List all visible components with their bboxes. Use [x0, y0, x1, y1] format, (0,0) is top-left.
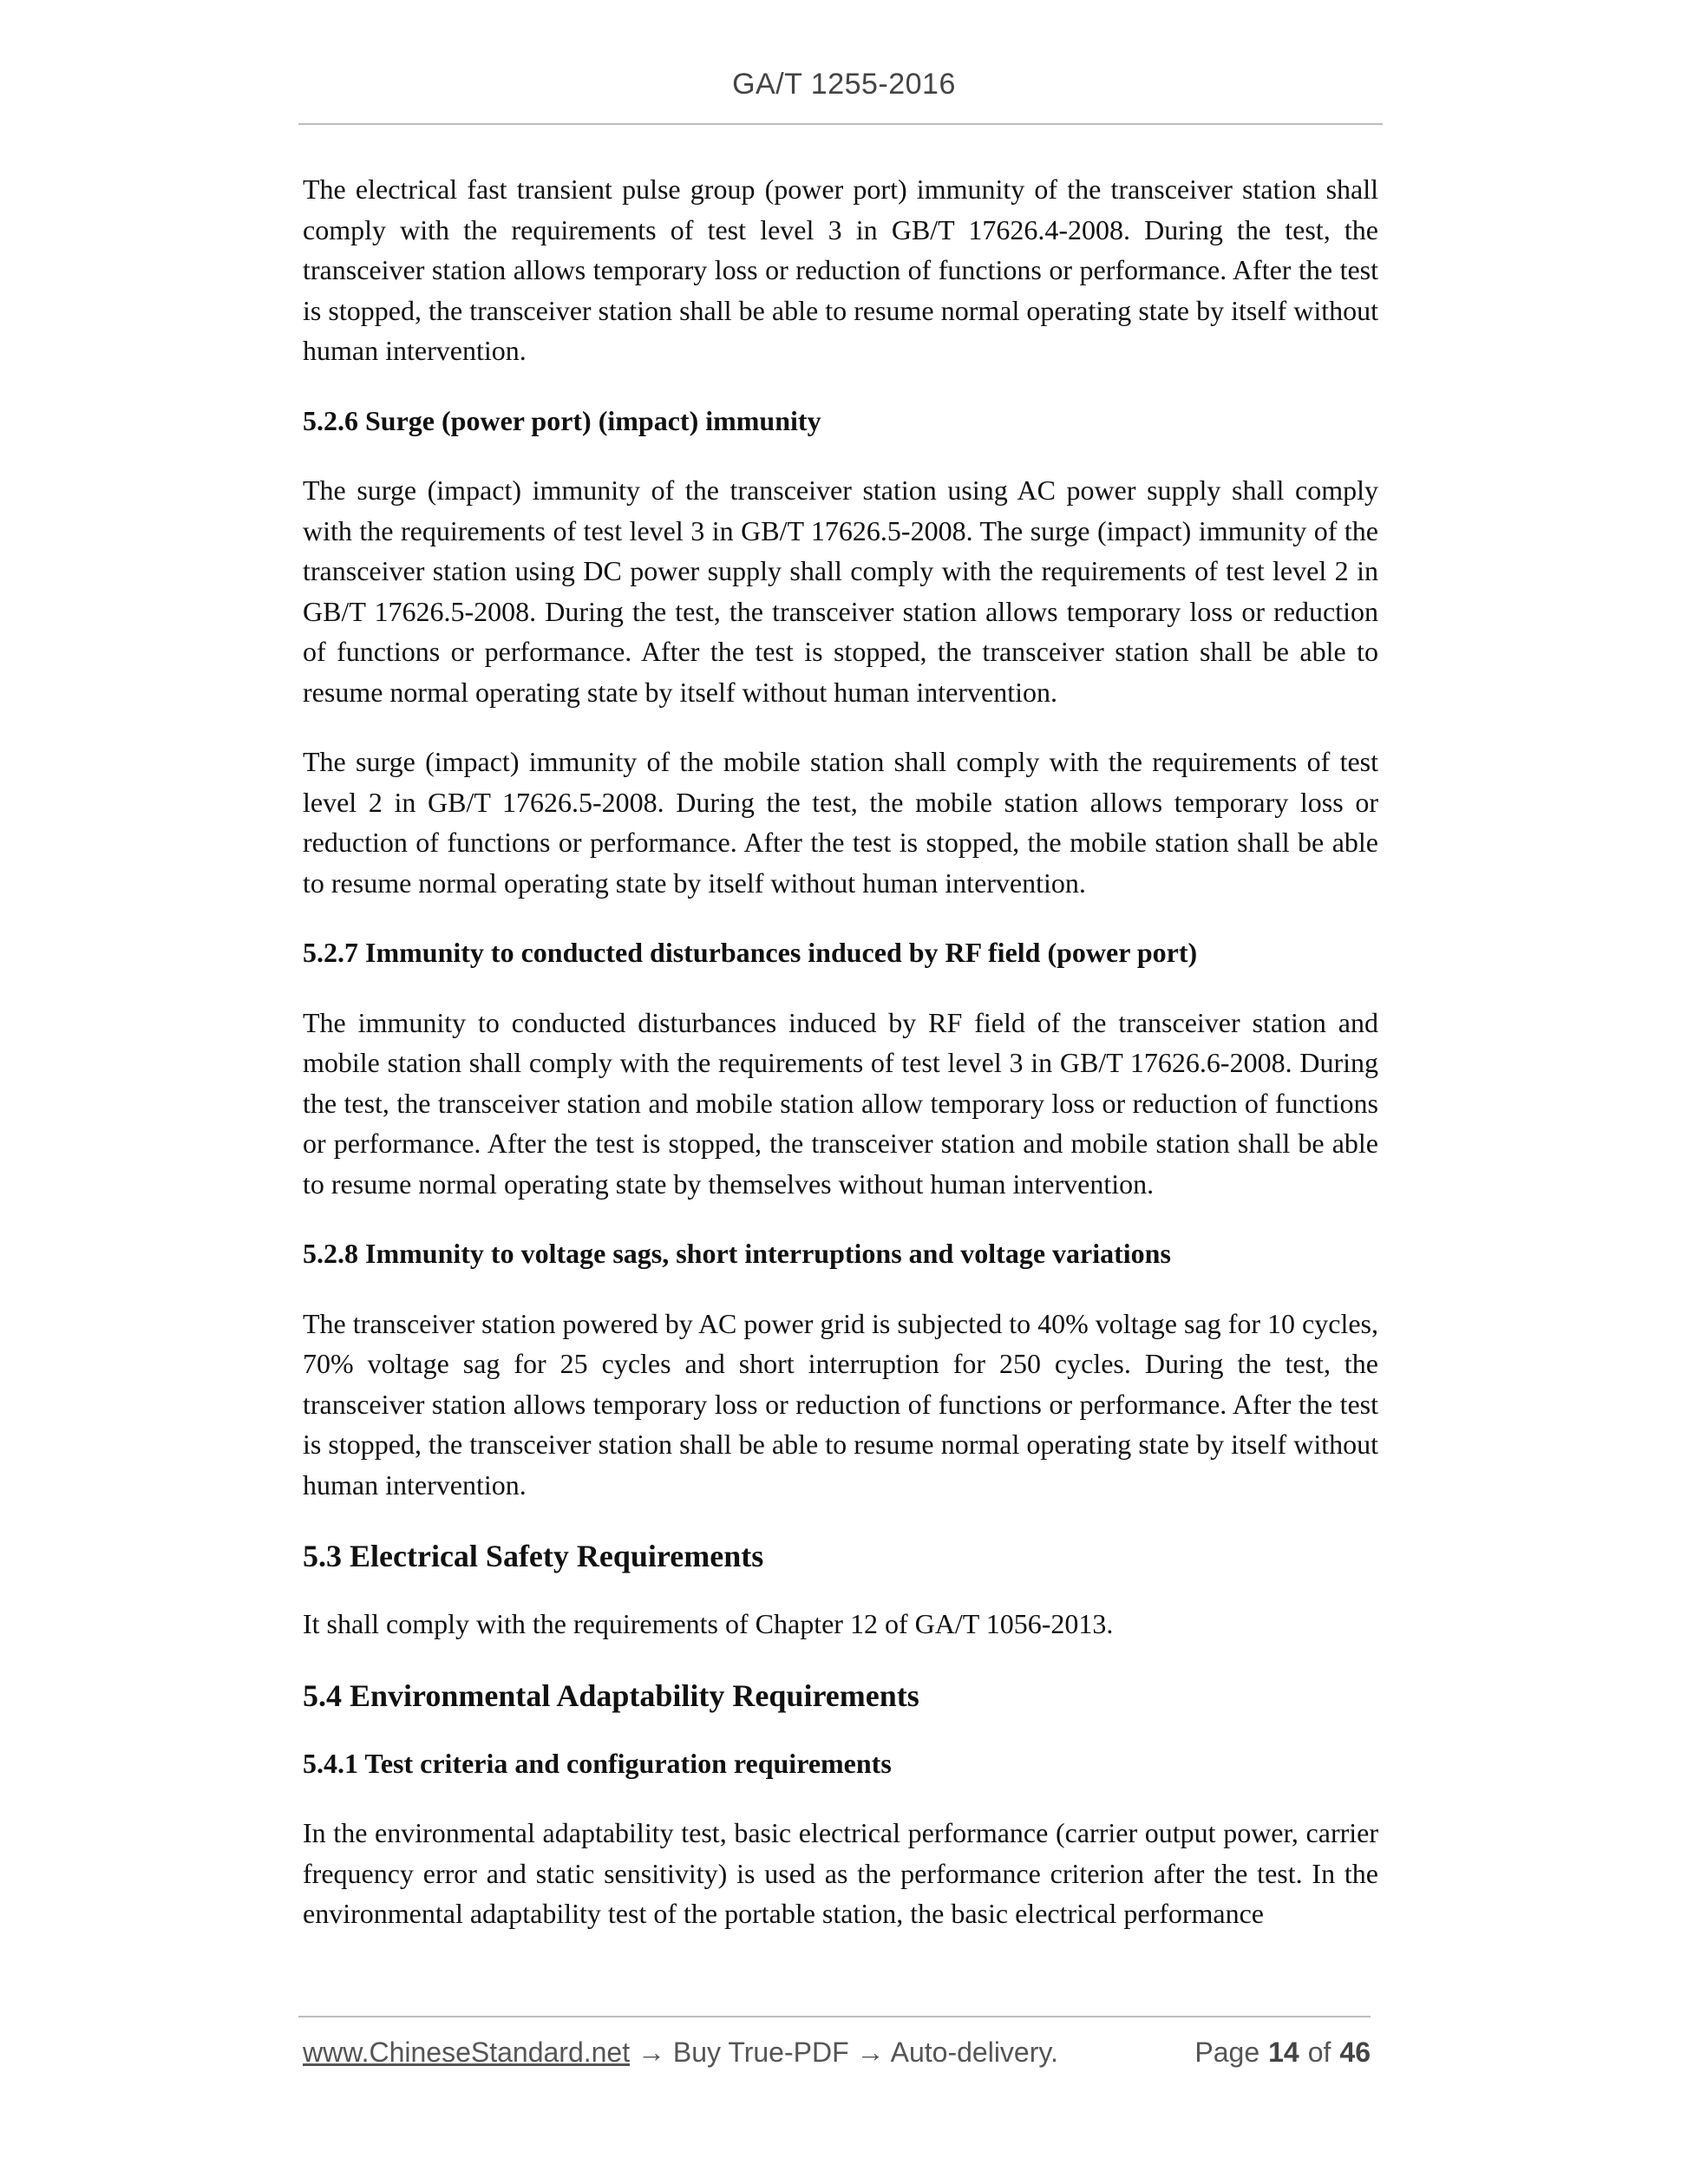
paragraph-eft-immunity: The electrical fast transient pulse group (power port) immunity of the transceiver station shall comply with the requirements of test level 3 in GB/T 17626.4-2008. During the test, the transceiver station allows temporary loss or reduction of functions or performance. After the test is stopped, the transceiver station shall be able to resume normal operating state by itself without human intervention.	[303, 173, 1378, 366]
promo-text: → Buy True-PDF → Auto-delivery.	[638, 2037, 1058, 2068]
site-link[interactable]: www.ChineseStandard.net	[303, 2037, 631, 2068]
paragraph-surge-transceiver: The surge (impact) immunity of the transceiver station using AC power supply shall comply with the requirements of test level 3 in GB/T 17626.5-2008. The surge (impact) immunity of the transceiver station using DC power supply shall comply with the requirements of test level 2 in GB/T 17626.5-2008. During the test, the transceiver station allows temporary loss or reduction of functions or performance. After the test is stopped, the transceiver station shall be able to resume normal operating state by itself without human intervention.	[303, 474, 1378, 708]
page-total: 46	[1339, 2037, 1371, 2068]
page-word: Page	[1194, 2037, 1260, 2068]
of-word: of	[1307, 2037, 1331, 2068]
paragraph-voltage-sags: The transceiver station powered by AC power grid is subjected to 40% voltage sag for 10 cycles, 70% voltage sag for 25 cycles and short interruption for 250 cycles. During the test, the transceiver station allows temporary loss or reduction of functions or performance. After the test is stopped, the transceiver station shall be able to resume normal operating state by itself without human intervention.	[303, 1307, 1378, 1501]
paragraph-environmental-test: In the environmental adaptability test, basic electrical performance (carrier output power, carrier frequency error and static sensitivity) is used as the performance criterion after the test. In the environmental adaptability test of the portable station, the basic electrical performance	[303, 1817, 1378, 1929]
footer-divider	[298, 2016, 1371, 2017]
paragraph-surge-mobile: The surge (impact) immunity of the mobile station shall comply with the requirements of test level 2 in GB/T 17626.5-2008. During the test, the mobile station allows temporary loss or reduction of functions or performance. After the test is stopped, the mobile station shall be able to resume normal operating state by itself without human intervention.	[303, 746, 1378, 899]
page-indicator	[1194, 2037, 1371, 2069]
document-code-header: GA/T 1255-2016	[732, 68, 956, 101]
page-content	[303, 169, 1378, 1964]
heading-5-2-8: 5.2.8 Immunity to voltage sags, short interruptions and voltage variations	[303, 1238, 1171, 1269]
header-divider	[298, 123, 1383, 125]
heading-5-3: 5.3 Electrical Safety Requirements	[303, 1539, 764, 1573]
paragraph-electrical-safety: It shall comply with the requirements of Chapter 12 of GA/T 1056-2013.	[303, 1608, 1114, 1639]
heading-5-4: 5.4 Environmental Adaptability Requirements	[303, 1677, 919, 1713]
heading-5-2-7: 5.2.7 Immunity to conducted disturbances induced by RF field (power port)	[303, 937, 1198, 968]
heading-5-4-1: 5.4.1 Test criteria and configuration requirements	[303, 1747, 892, 1779]
page-footer	[303, 2037, 1371, 2069]
page-number: 14	[1268, 2037, 1299, 2068]
footer-left	[303, 2037, 1058, 2069]
paragraph-rf-conducted: The immunity to conducted disturbances induced by RF field of the transceiver station and mobile station shall comply with the requirements of test level 3 in GB/T 17626.6-2008. During the test, the transceiver station and mobile station allow temporary loss or reduction of functions or performance. After the test is stopped, the transceiver station and mobile station shall be able to resume normal operating state by themselves without human intervention.	[303, 1006, 1378, 1200]
heading-5-2-6: 5.2.6 Surge (power port) (impact) immunity	[303, 404, 821, 436]
